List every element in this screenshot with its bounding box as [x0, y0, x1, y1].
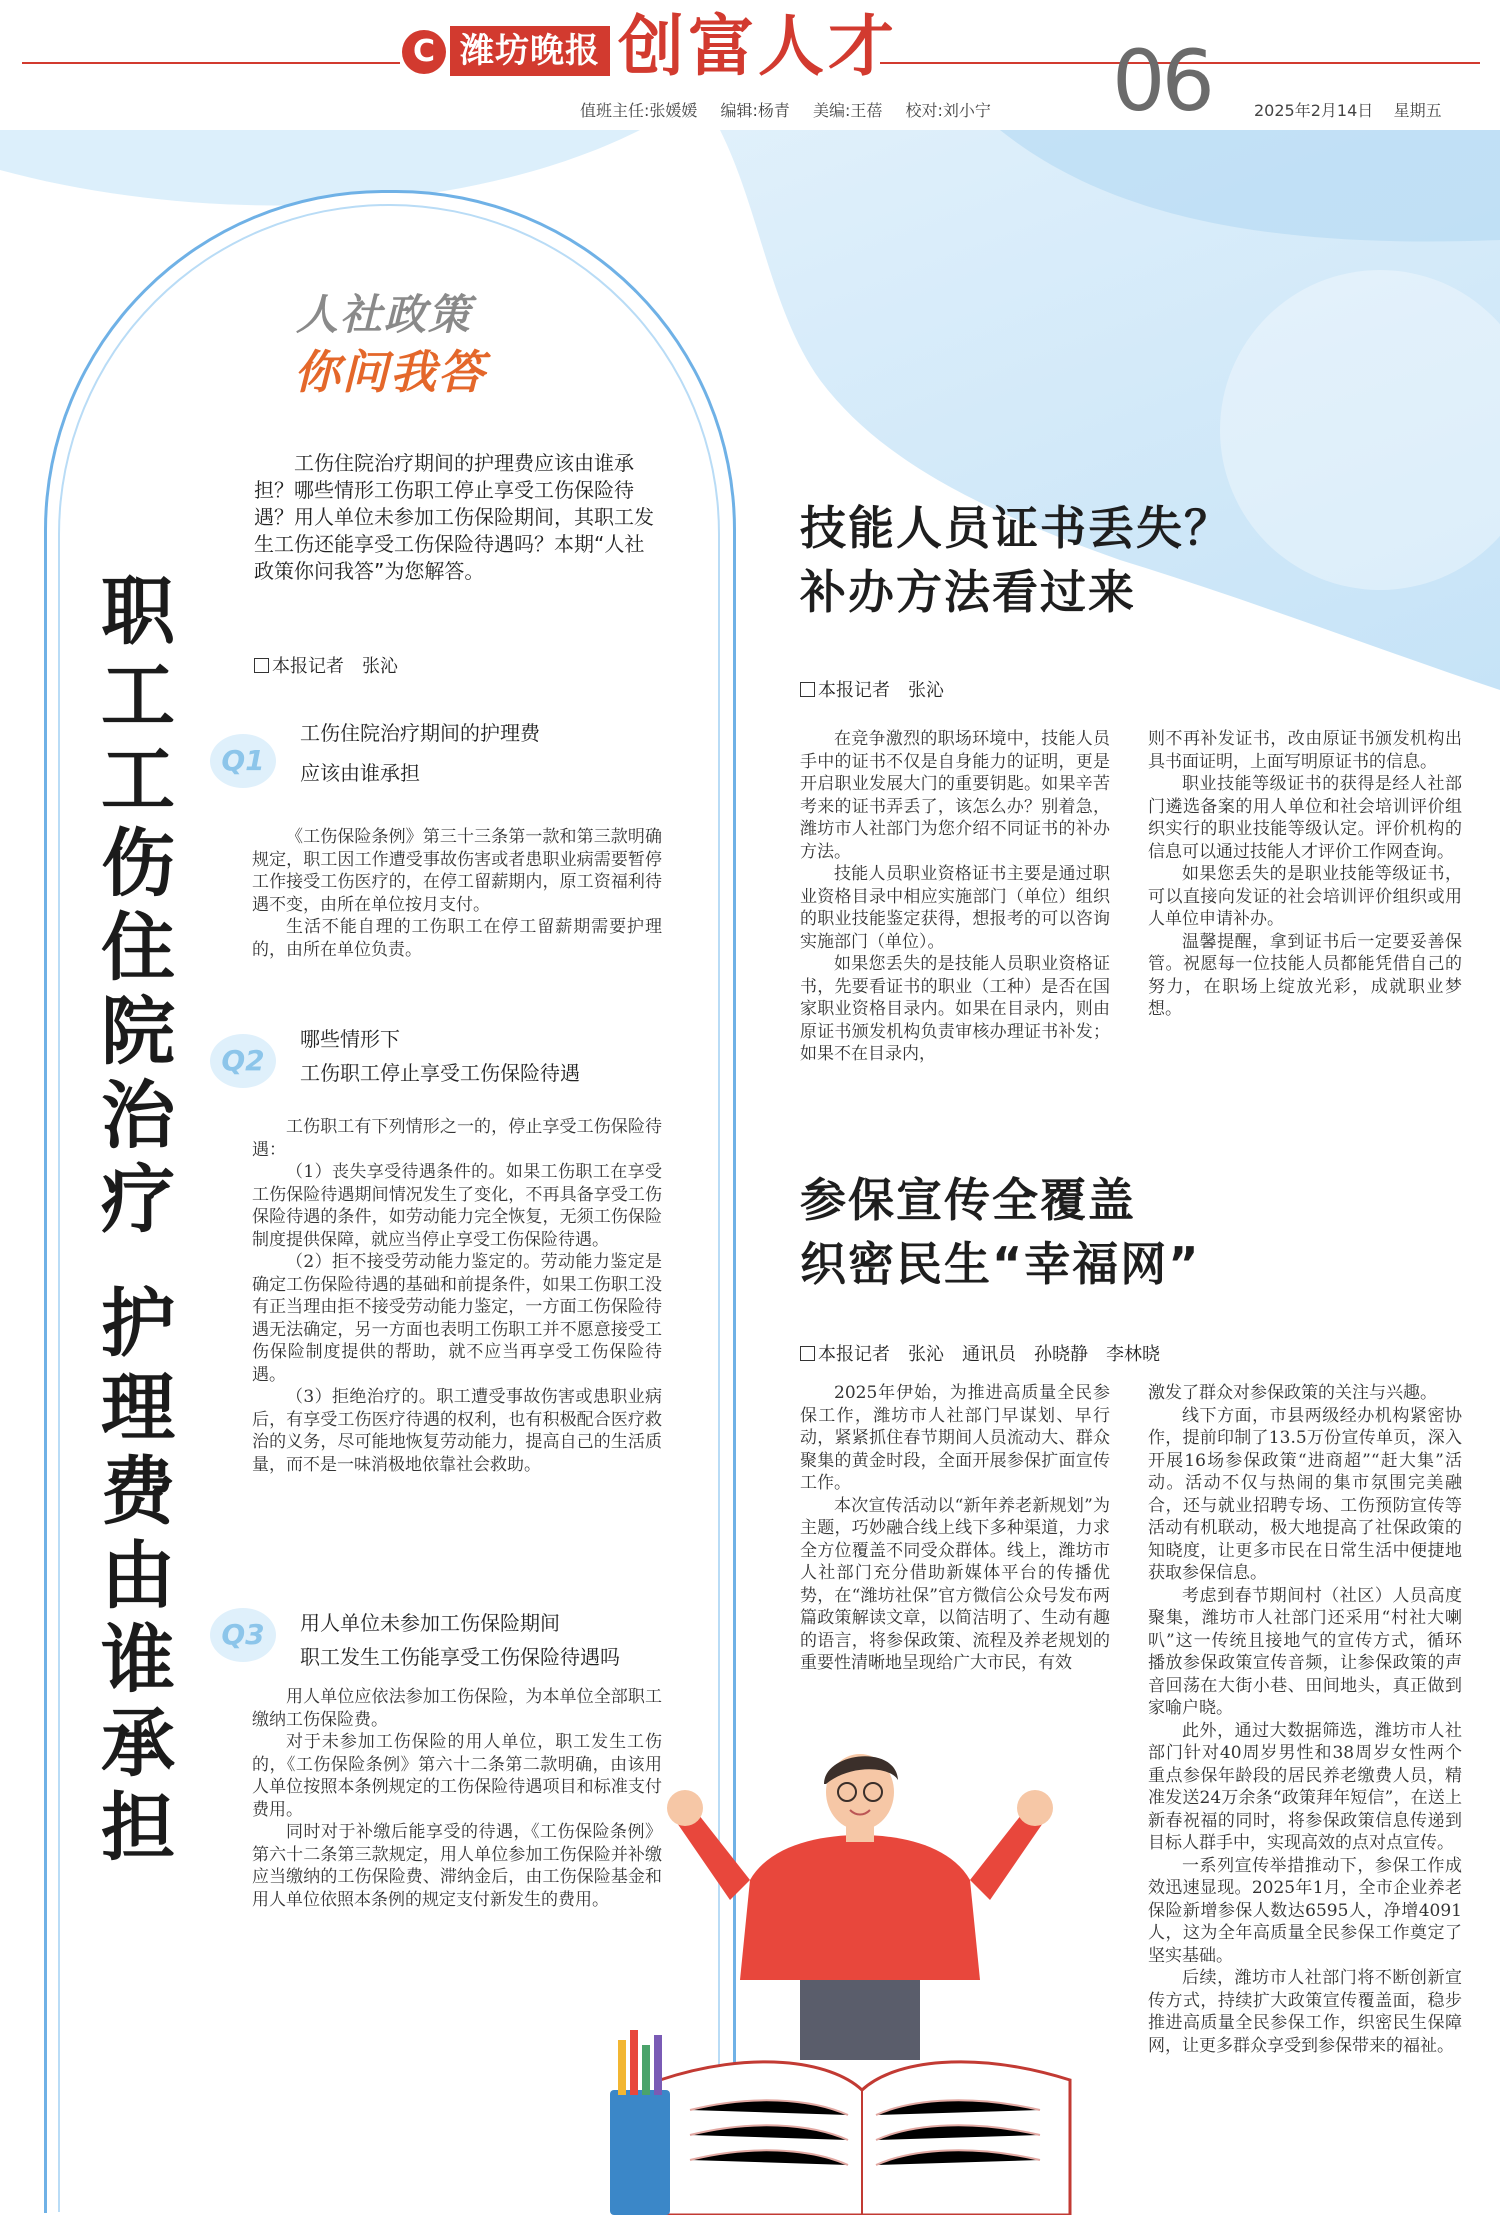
title-char: 护 — [101, 1281, 175, 1367]
paragraph: （3）拒绝治疗的。职工遭受事故伤害或患职业病后，有享受工伤医疗待遇的权利，也有积极配合医疗救治的义务，尽可能地恢复劳动能力，提高自己的生活质量，而不是一味消极地依靠社会救助。 — [252, 1387, 662, 1475]
paragraph: 温馨提醒，拿到证书后一定要妥善保管。祝愿每一位技能人员都能凭借自己的努力，在职场上绽放光彩，成就职业梦想。 — [1148, 931, 1462, 1019]
q3-title — [300, 1606, 620, 1674]
title-char: 伤 — [101, 821, 175, 907]
q1-title-line1: 工伤住院治疗期间的护理费 — [300, 721, 540, 745]
title-char: 由 — [101, 1533, 175, 1619]
paragraph: 如果您丢失的是技能人员职业资格证书，先要看证书的职业（工种）是否在国家职业资格目录内。如果在目录内，则由原证书颁发机构负责审核办理证书补发；如果不在目录内， — [800, 954, 1110, 1064]
paragraph: （1）丧失享受待遇条件的。如果工伤职工在享受工伤保险待遇期间情况发生了变化，不再具备享受工伤保险待遇的条件，如劳动能力完全恢复，无须工伤保险制度提供保障，就应当停止享受工伤保险待遇。 — [252, 1162, 662, 1250]
section-title: 创富人才 — [618, 7, 898, 85]
byline-box-icon — [254, 658, 269, 673]
paragraph: 本次宣传活动以“新年养老新规划”为主题，巧妙融合线上线下多种渠道，力求全方位覆盖不同受众群体。线上，潍坊市人社部门充分借助新媒体平台的传播优势，在“潍坊社保”官方微信公众号发布两篇政策解读文章，以简洁明了、生动有趣的语言，将参保政策、流程及养老规划的重要性清晰地呈现给广大市民，有效 — [800, 1495, 1110, 1673]
title-char: 担 — [101, 1785, 175, 1871]
column-logo-line2: 你问我答 — [294, 345, 486, 399]
skills-byline: 本报记者 张沁 — [800, 676, 944, 702]
pencil-cup-icon — [610, 2030, 670, 2215]
title-char: 工 — [101, 653, 175, 739]
credit-duty-chief: 值班主任:张媛媛 — [580, 101, 698, 120]
insurance-body-col2 — [1148, 1382, 1462, 2057]
newspaper-logo-icon: C — [402, 30, 446, 74]
paragraph: 考虑到春节期间村（社区）人员高度聚集，潍坊市人社部门还采用“村社大喇叭”这一传统且接地气的宣传方式，循环播放参保政策宣传音频，让参保政策的声音回荡在大街小巷、田间地头，真正做到家喻户晓。 — [1148, 1585, 1462, 1718]
q2-body — [252, 1116, 662, 1476]
credit-art-editor: 美编:王蓓 — [813, 101, 883, 120]
q2-title-line1: 哪些情形下 — [300, 1027, 400, 1051]
paragraph: 职业技能等级证书的获得是经人社部门遴选备案的用人单位和社会培训评价组织实行的职业技能等级认定。评价机构的信息可以通过技能人才评价工作网查询。 — [1148, 774, 1462, 862]
paragraph: 激发了群众对参保政策的关注与兴趣。 — [1148, 1383, 1437, 1403]
credit-proofreader: 校对:刘小宁 — [905, 101, 991, 120]
paragraph: 如果您丢失的是职业技能等级证书，可以直接向发证的社会培训评价组织或用人单位申请补办。 — [1148, 864, 1462, 929]
title-char: 费 — [101, 1449, 175, 1535]
page-number: 06 — [1112, 32, 1211, 130]
insurance-body-col1 — [800, 1382, 1110, 1744]
q3-badge: Q3 — [210, 1608, 276, 1662]
byline-box-icon — [800, 682, 815, 697]
title-char: 职 — [101, 569, 175, 655]
skills-body-col1 — [800, 728, 1110, 1094]
paragraph: 则不再补发证书，改由原证书颁发机构出具书面证明，上面写明原证书的信息。 — [1148, 729, 1462, 772]
column-logo-line1: 人社政策 — [296, 290, 473, 339]
paragraph: 在竞争激烈的职场环境中，技能人员手中的证书不仅是自身能力的证明，更是开启职业发展大门的重要钥匙。如果辛苦考来的证书弄丢了，该怎么办？别着急，潍坊市人社部门为您介绍不同证书的补办方法。 — [800, 729, 1110, 862]
paragraph: 对于未参加工伤保险的用人单位，职工发生工伤的，《工伤保险条例》第六十二条第二款明确，由该用人单位按照本条例规定的工伤保险待遇项目和标准支付费用。 — [252, 1732, 662, 1820]
paragraph: （2）拒不接受劳动能力鉴定的。劳动能力鉴定是确定工伤保险待遇的基础和前提条件，如果工伤职工没有正当理由拒不接受劳动能力鉴定，一方面工伤保险待遇无法确定，另一方面也表明工伤职工并不愿意接受工伤保险制度提供的帮助，就不应当再享受工伤保险待遇。 — [252, 1252, 662, 1385]
title-char: 院 — [101, 989, 175, 1075]
title-char: 住 — [101, 905, 175, 991]
byline-box-icon — [800, 1346, 815, 1361]
skills-headline-line2: 补办方法看过来 — [800, 565, 1136, 619]
insurance-headline-line1: 参保宣传全覆盖 — [800, 1173, 1136, 1227]
insurance-headline — [800, 1168, 1200, 1296]
paragraph: 技能人员职业资格证书主要是通过职业资格目录中相应实施部门（单位）组织的职业技能鉴定获得，想报考的可以咨询实施部门（单位）。 — [800, 864, 1110, 952]
feature-intro: 工伤住院治疗期间的护理费应该由谁承担？哪些情形工伤职工停止享受工伤保险待遇？用人单位未参加工伤保险期间，其职工发生工伤还能享受工伤保险待遇吗？本期“人社政策你问我答”为您解答。 — [254, 451, 654, 583]
insurance-byline: 本报记者 张沁 通讯员 孙晓静 李林晓 — [800, 1340, 1160, 1366]
issue-date: 2025年2月14日 — [1254, 101, 1374, 120]
paragraph: 线下方面，市县两级经办机构紧密协作，提前印制了13.5万份宣传单页，深入开展16场参保政策“进商超”“赶大集”活动。活动不仅与热闹的集市氛围完美融合，还与就业招聘专场、工伤预防宣传等活动有机联动，极大地提高了社保政策的知晓度，让更多市民在日常生活中便捷地获取参保信息。 — [1148, 1405, 1462, 1583]
paragraph: 生活不能自理的工伤职工在停工留薪期需要护理的，由所在单位负责。 — [252, 917, 662, 960]
person-figure — [667, 1754, 1053, 2060]
newspaper-name: 潍坊晚报 — [450, 26, 610, 76]
q2-title-line2: 工伤职工停止享受工伤保险待遇 — [300, 1061, 580, 1085]
insurance-headline-line2: 织密民生“幸福网” — [800, 1237, 1201, 1291]
teacher-illustration — [600, 1750, 1120, 2215]
open-book-icon — [660, 2062, 1070, 2215]
title-char: 谁 — [101, 1617, 175, 1703]
paragraph: 2025年伊始，为推进高质量全民参保工作，潍坊市人社部门早谋划、早行动，紧紧抓住春节期间人员流动大、群众聚集的黄金时段，全面开展参保扩面宣传工作。 — [800, 1383, 1110, 1493]
title-char: 工 — [101, 737, 175, 823]
title-char: 疗 — [101, 1157, 175, 1243]
paragraph: 《工伤保险条例》第三十三条第一款和第三款明确规定，职工因工作遭受事故伤害或者患职业病需要暂停工作接受工伤医疗的，在停工留薪期内，原工资福利待遇不变，由所在单位按月支付。 — [252, 827, 662, 915]
q1-body — [252, 826, 662, 961]
skills-body-col2 — [1148, 728, 1462, 1021]
feature-byline: 本报记者 张沁 — [254, 652, 398, 678]
q1-title — [300, 716, 540, 790]
paragraph: 一系列宣传举措推动下，参保工作成效迅速显现。2025年1月，全市企业养老保险新增参保人数达6595人，净增4091人，这为全年高质量全民参保工作奠定了坚实基础。 — [1148, 1855, 1462, 1966]
skills-headline-line1: 技能人员证书丢失？ — [800, 501, 1232, 555]
q3-title-line1: 用人单位未参加工伤保险期间 — [300, 1611, 560, 1635]
title-char: 承 — [101, 1701, 175, 1787]
q1-badge: Q1 — [210, 734, 276, 788]
dateline — [1254, 98, 1442, 121]
q1-title-line2: 应该由谁承担 — [300, 761, 420, 785]
feature-vertical-title — [96, 570, 180, 1870]
paragraph: 后续，潍坊市人社部门将不断创新宣传方式，持续扩大政策宣传覆盖面，稳步推进高质量全民参保工作，织密民生保障网，让更多群众享受到参保带来的福祉。 — [1148, 1968, 1462, 2056]
paragraph: 同时对于补缴后能享受的待遇，《工伤保险条例》第六十二条第三款规定，用人单位参加工伤保险并补缴应当缴纳的工伤保险费、滞纳金后，由工伤保险基金和用人单位依照本条例的规定支付新发生的费用。 — [252, 1822, 662, 1910]
q3-title-line2: 职工发生工伤能享受工伤保险待遇吗 — [300, 1645, 620, 1669]
paragraph: 工伤职工有下列情形之一的，停止享受工伤保险待遇： — [252, 1117, 662, 1160]
masthead-rule-left — [22, 62, 400, 64]
q2-title — [300, 1022, 580, 1090]
paragraph: 用人单位应依法参加工伤保险，为本单位全部职工缴纳工伤保险费。 — [252, 1687, 662, 1730]
issue-weekday: 星期五 — [1393, 101, 1442, 120]
editorial-credits — [580, 98, 1009, 121]
skills-headline — [800, 496, 1232, 624]
title-char: 治 — [101, 1073, 175, 1159]
title-char: 理 — [101, 1365, 175, 1451]
q2-badge: Q2 — [210, 1034, 276, 1088]
paragraph: 此外，通过大数据筛选，潍坊市人社部门针对40周岁男性和38周岁女性两个重点参保年龄段的居民养老缴费人员，精准发送24万余条“政策拜年短信”，在送上新春祝福的同时，将参保政策信息传递到目标人群手中，实现高效的点对点宣传。 — [1148, 1720, 1462, 1853]
credit-editor: 编辑:杨青 — [720, 101, 790, 120]
